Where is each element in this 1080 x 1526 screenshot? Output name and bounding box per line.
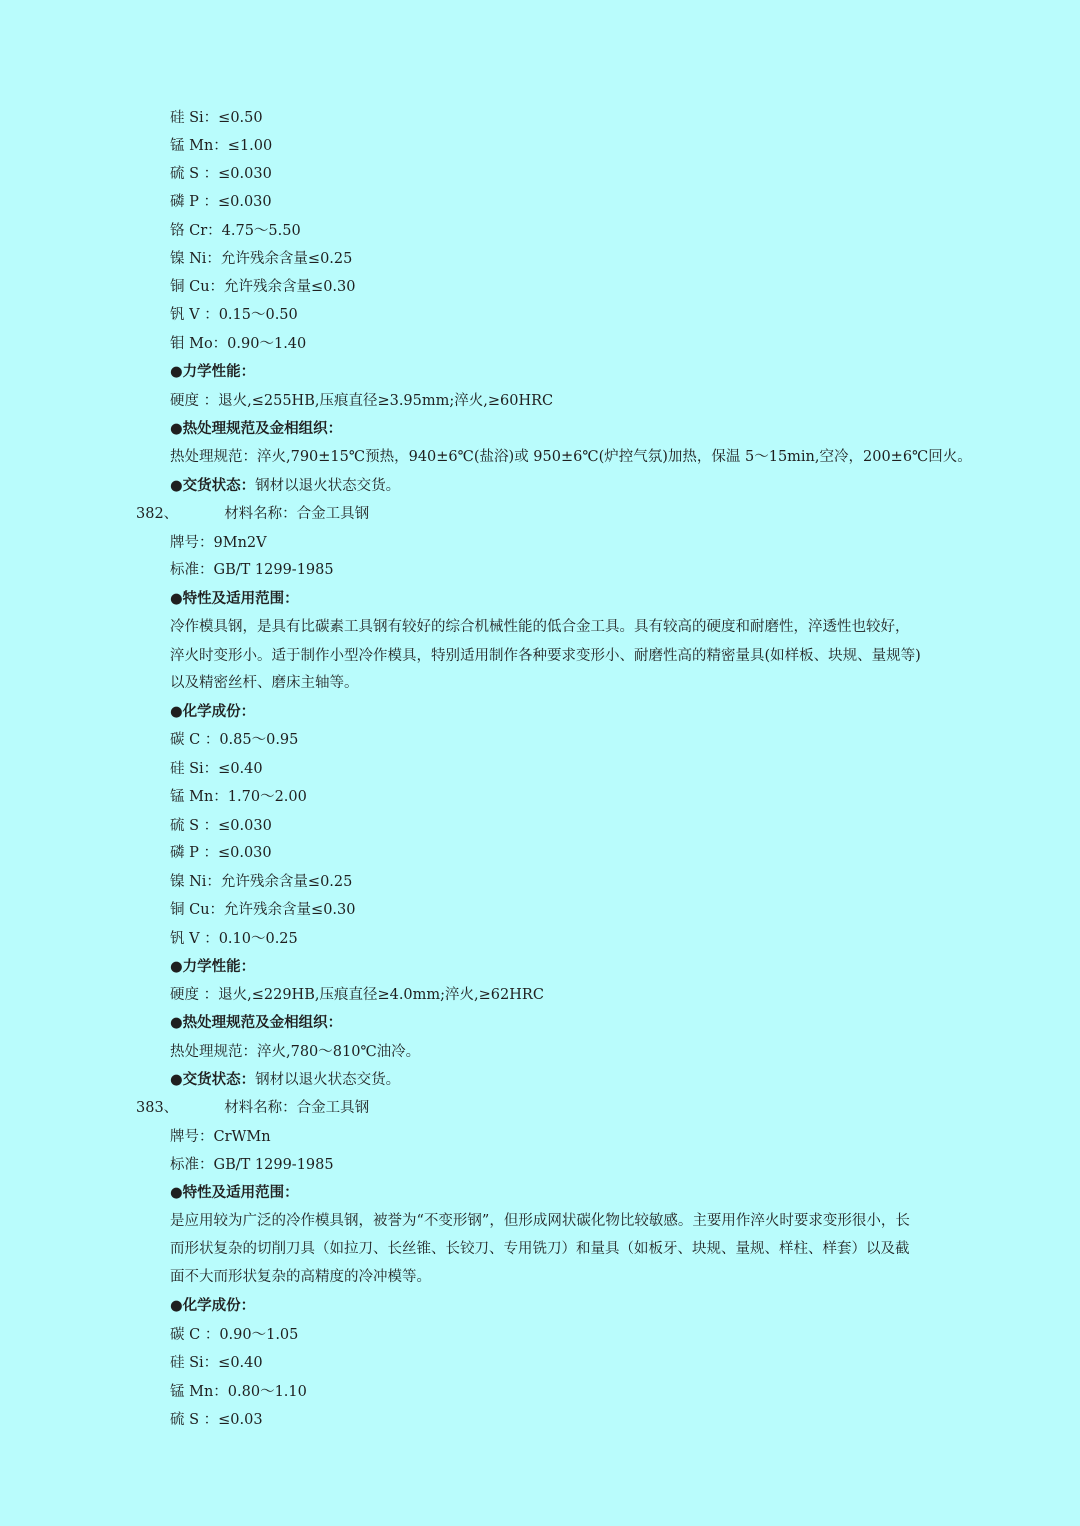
section-heading-mechanical: ●力学性能： [170,958,256,975]
mechanical-line: 硬度 ：退火,≤229HB,压痕直径≥4.0mm;淬火,≥62HRC [170,987,544,1003]
section-heading-heat-treatment: ●热处理规范及金相组织： [170,1014,343,1031]
chem-line-s: 硫 S ：≤0.030 [170,166,272,182]
chem-line-mn: 锰 Mn：0.80～1.10 [170,1384,307,1400]
delivery-text: 钢材以退火状态交货。 [255,478,401,494]
feature-line: 冷作模具钢，是具有比碳素工具钢有较好的综合机械性能的低合金工具。具有较高的硬度和耐磨性，淬透性也较好， [170,619,910,635]
delivery-line [170,1070,400,1090]
item-number: 383、 [136,1100,179,1116]
chem-line-v: 钒 V ：0.15～0.50 [170,307,298,323]
section-heading-chemical: ●化学成份： [170,703,256,720]
chem-line-cr: 铬 Cr：4.75～5.50 [170,223,301,239]
chem-line-mn: 锰 Mn：≤1.00 [170,138,273,154]
chem-line-si: 硅 Si：≤0.40 [170,761,263,777]
item-number: 382、 [136,506,179,522]
chem-line-cu: 铜 Cu：允许残余含量≤0.30 [170,279,356,295]
chem-line-s: 硫 S ：≤0.030 [170,818,272,834]
chem-line-mo: 钼 Mo：0.90～1.40 [170,336,307,352]
chem-line-mn: 锰 Mn：1.70～2.00 [170,789,307,805]
chem-line-p: 磷 P ：≤0.030 [170,845,272,861]
feature-line: 淬火时变形小。适于制作小型冷作模具，特别适用制作各种要求变形小、耐磨性高的精密量具(如样板、块规、量规等) [170,648,921,664]
standard-line: 标准：GB/T 1299-1985 [170,562,334,578]
delivery-line [170,476,400,496]
heat-treatment-line: 热处理规范：淬火,790±15℃预热，940±6℃(盐浴)或 950±6℃(炉控气氛)加热，保温 5～15min,空冷，200±6℃回火。 [170,449,972,465]
section-heading-mechanical: ●力学性能： [170,363,256,380]
section-heading-chemical: ●化学成份： [170,1297,256,1314]
feature-line: 以及精密丝杆、磨床主轴等。 [170,675,359,691]
chem-line-s: 硫 S ：≤0.03 [170,1412,263,1428]
feature-line: 是应用较为广泛的冷作模具钢，被誉为“不变形钢”，但形成网状碳化物比较敏感。主要用作淬火时要求变形很小，长 [170,1213,910,1229]
chem-line-si: 硅 Si：≤0.40 [170,1355,263,1371]
material-name: 材料名称：合金工具钢 [224,506,370,522]
chem-line-ni: 镍 Ni：允许残余含量≤0.25 [170,874,353,890]
section-heading-delivery: ●交货状态： [170,477,256,494]
chem-line-c: 碳 C ：0.90～1.05 [170,1327,299,1343]
section-heading-features: ●特性及适用范围： [170,1184,299,1201]
section-heading-delivery: ●交货状态： [170,1071,256,1088]
section-heading-heat-treatment: ●热处理规范及金相组织： [170,420,343,437]
section-heading-features: ●特性及适用范围： [170,590,299,607]
mechanical-line: 硬度 ：退火,≤255HB,压痕直径≥3.95mm;淬火,≥60HRC [170,393,554,409]
item-header-383 [136,1098,369,1118]
grade-line: 牌号：9Mn2V [170,535,267,551]
standard-line: 标准：GB/T 1299-1985 [170,1157,334,1173]
delivery-text: 钢材以退火状态交货。 [255,1072,401,1088]
chem-line-v: 钒 V ：0.10～0.25 [170,931,298,947]
item-header-382 [136,504,369,524]
material-name: 材料名称：合金工具钢 [224,1100,370,1116]
grade-line: 牌号：CrWMn [170,1129,271,1145]
chem-line-si: 硅 Si：≤0.50 [170,110,263,126]
chem-line-cu: 铜 Cu：允许残余含量≤0.30 [170,902,356,918]
feature-line: 而形状复杂的切削刀具（如拉刀、长丝锥、长铰刀、专用铣刀）和量具（如板牙、块规、量规、样柱、样套）以及截 [170,1241,910,1257]
chem-line-p: 磷 P ：≤0.030 [170,194,272,210]
chem-line-c: 碳 C ：0.85～0.95 [170,732,299,748]
chem-line-ni: 镍 Ni：允许残余含量≤0.25 [170,251,353,267]
heat-treatment-line: 热处理规范：淬火,780～810℃油冷。 [170,1044,421,1060]
feature-line: 面不大而形状复杂的高精度的冷冲模等。 [170,1269,431,1285]
